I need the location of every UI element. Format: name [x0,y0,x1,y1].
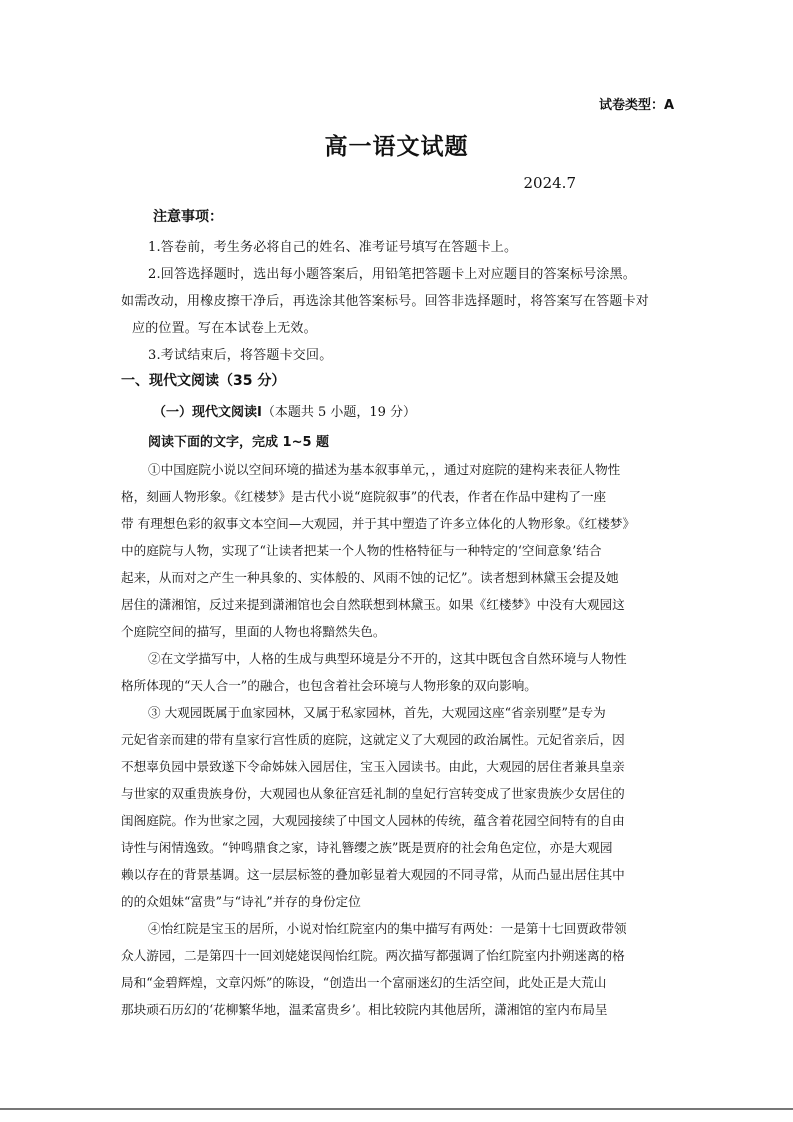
passage-line: 那块顽石历幻的‘花柳繁华地，温柔富贵乡’。相比较院内其他居所，潇湘馆的室内布局呈 [121,1002,608,1017]
section-heading: 一、现代文阅读（35 分） [121,373,286,389]
passage-line: 与世家的双重贵族身份，大观园也从象征宫廷礼制的皇妃行宫转变成了世家贵族少女居住的 [121,786,625,801]
passage-line: 个庭院空间的描写，里面的人物也将黯然失色。 [121,624,386,639]
passage-line: 众人游园，二是第四十一回刘姥姥误闯怡红院。两次描写都强调了怡红院室内扑朔迷离的格 [121,948,625,963]
passage-line: 的的众姐妹“富贵”与“诗礼”并存的身份定位 [121,894,361,909]
notice-line: 2.回答选择题时，选出每小题答案后，用铅笔把答题卡上对应题目的答案标号涂黑。 [148,267,637,282]
passage-line: 格所体现的“天人合一”的融合，也包含着社会环境与人物形象的双向影响。 [121,678,537,693]
passage-line: 带 有理想色彩的叙事文本空间—大观园，并于其中塑造了许多立体化的人物形象。《红楼梦》 [121,516,636,531]
sub-section-title: （一）现代文阅读Ⅰ [153,405,262,420]
page-title: 高一语文试题 [324,133,469,160]
passage-line: ①中国庭院小说以空间环境的描述为基本叙事单元，，通过对庭院的建构来表征人物性 [148,462,621,477]
passage-line: 局和“金碧辉煌，文章闪烁”的陈设，“创造出一个富丽迷幻的生活空间，此处正是大荒山 [121,975,607,990]
notice-line: 3.考试结束后，将答题卡交回。 [148,348,333,363]
sub-section-note: （本题共 5 小题，19 分） [261,405,417,420]
passage-line: 诗性与闲情逸致。“钟鸣鼎食之家，诗礼簪缨之族”既是贾府的社会角色定位，亦是大观园 [121,840,613,855]
exam-date: 2024.7 [523,174,576,192]
notice-heading: 注意事项： [153,209,223,225]
passage-line: 元妃省亲而建的带有皇家行宫性质的庭院，这就定义了大观园的政治属性。元妃省亲后，因 [121,732,625,747]
passage-line: 居住的潇湘馆，反过来提到潇湘馆也会自然联想到林黛玉。如果《红楼梦》中没有大观园这 [121,597,625,612]
passage-line: 闺阁庭院。作为世家之园，大观园接续了中国文人园林的传统，蕴含着花园空间特有的自由 [121,813,625,828]
reading-instruction: 阅读下面的文字，完成 1~5 题 [148,435,330,450]
passage-line: 格，刻画人物形象。《红楼梦》是古代小说“庭院叙事”的代表，作者在作品中建构了一座 [121,489,607,504]
paper-type-label: 试卷类型：A [598,98,674,113]
passage-line: ②在文学描写中，人格的生成与典型环境是分不开的，这其中既包含自然环境与人物性 [148,651,627,666]
passage-line: 中的庭院与人物，实现了“让读者把某一个人物的性格特征与一种特定的‘空间意象’结合 [121,543,602,558]
page-bottom-rule [0,1108,793,1110]
passage-line: 赖以存在的背景基调。这一层层标签的叠加彰显着大观园的不同寻常，从而凸显出居住其中 [121,867,625,882]
sub-section-heading [153,401,416,420]
passage-line: ④怡红院是宝玉的居所，小说对怡红院室内的集中描写有两处：一是第十七回贾政带领 [148,921,627,936]
notice-line: 应的位置。写在本试卷上无效。 [132,321,317,336]
passage-line: ③ 大观园既属于血家园林，又属于私家园林，首先，大观园这座“省亲别墅”是专为 [148,705,606,720]
passage-line: 起来，从而对之产生一种具象的、实体般的、风雨不蚀的记忆”。读者想到林黛玉会提及她 [121,570,619,585]
passage-line: 不想辜负园中景致遂下令命姊妹入园居住，宝玉入园读书。由此，大观园的居住者兼具皇亲 [121,759,625,774]
notice-line: 1.答卷前，考生务必将自己的姓名、准考证号填写在答题卡上。 [148,240,518,255]
notice-line: 如需改动，用橡皮擦干净后，再选涂其他答案标号。回答非选择题时，将答案写在答题卡对 [121,294,650,309]
